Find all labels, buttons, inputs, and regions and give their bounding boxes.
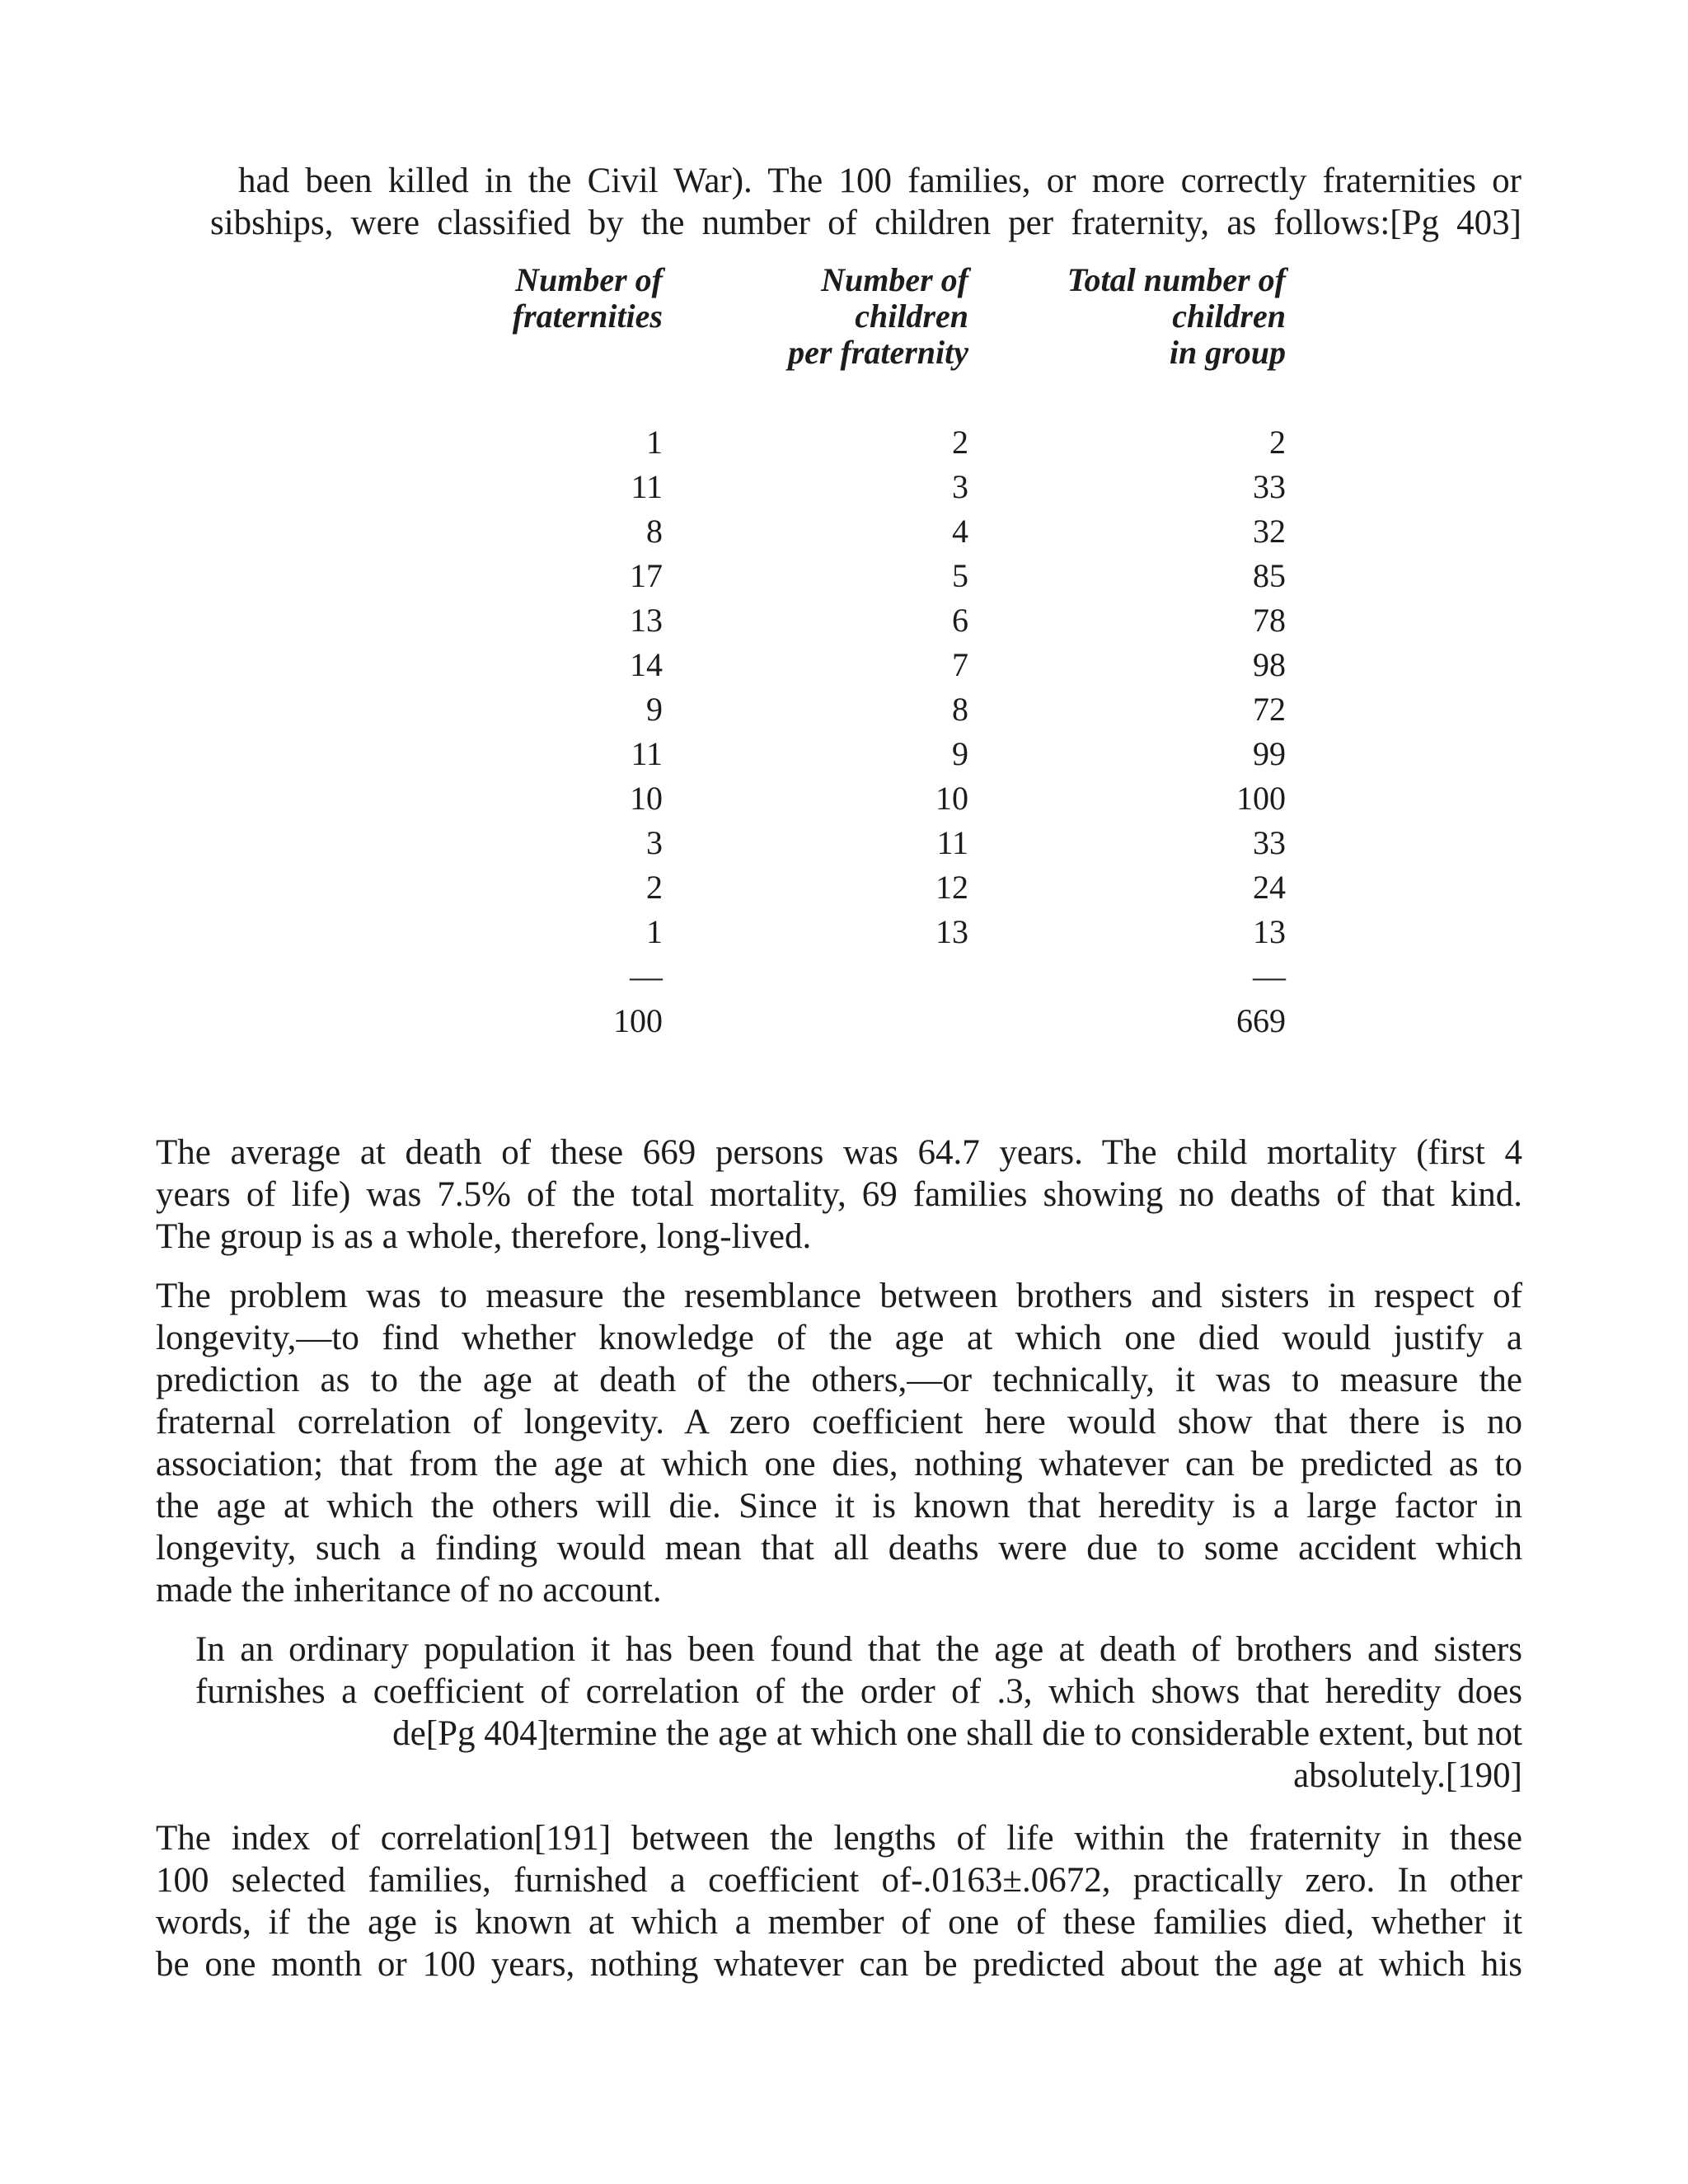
total-children: 669	[1236, 1002, 1286, 1039]
intro-paragraph	[210, 160, 1522, 244]
table-cell: 2	[952, 424, 968, 461]
header-total-children: Total number of children in group	[1067, 261, 1286, 371]
text-line: The index of correlation[191] between the lengths of life within the fraternity in these	[156, 1819, 1522, 1858]
table-cell: 72	[1253, 691, 1286, 728]
text-line: fraternal correlation of longevity. A zero coefficient here would show that there is no	[156, 1403, 1522, 1441]
table-cell: 11	[631, 735, 663, 772]
table-cell: 14	[630, 646, 663, 683]
table-cell: 13	[935, 913, 968, 950]
paragraph-problem	[156, 1275, 1522, 1611]
text-line: de[Pg 404]termine the age at which one shall die to considerable extent, but not	[392, 1714, 1522, 1753]
column-total-children	[1236, 420, 1286, 1043]
table-cell: 11	[631, 468, 663, 505]
table-cell: 85	[1253, 557, 1286, 594]
table-cell: 2	[1269, 424, 1286, 461]
table-cell: 99	[1253, 735, 1286, 772]
table-cell: 8	[952, 691, 968, 728]
text-line: 100 selected families, furnished a coefficient of-.0163±.0672, practically zero. In other	[156, 1861, 1522, 1900]
table-cell: 10	[935, 780, 968, 817]
table-cell: 6	[952, 602, 968, 639]
table-cell: 9	[646, 691, 663, 728]
table-cell: 17	[630, 557, 663, 594]
text-line: In an ordinary population it has been found that the age at death of brothers and sisters	[195, 1630, 1522, 1669]
text-line: longevity,—to find whether knowledge of the age at which one died would justify a	[156, 1319, 1522, 1357]
table-cell: 7	[952, 646, 968, 683]
text-line: The average at death of these 669 persons was 64.7 years. The child mortality (first 4	[156, 1133, 1522, 1172]
table-cell: 3	[646, 824, 663, 861]
paragraph-average-death	[156, 1132, 1522, 1258]
table-cell: 33	[1253, 824, 1286, 861]
table-rule: —	[630, 958, 663, 995]
text-line: The problem was to measure the resemblance between brothers and sisters in respect of	[156, 1277, 1522, 1315]
table-cell: 3	[952, 468, 968, 505]
table-cell: 4	[952, 513, 968, 550]
text-line: The group is as a whole, therefore, long-lived.	[156, 1217, 812, 1256]
block-quote	[195, 1629, 1522, 1797]
text-line: longevity, such a finding would mean that all deaths were due to some accident which	[156, 1529, 1522, 1568]
text-line: years of life) was 7.5% of the total mortality, 69 families showing no deaths of that kind.	[156, 1175, 1522, 1214]
column-fraternities	[613, 420, 663, 1043]
table-cell: 9	[952, 735, 968, 772]
text-line: words, if the age is known at which a member of one of these families died, whether it	[156, 1903, 1522, 1942]
table-cell: 8	[646, 513, 663, 550]
table-cell: 13	[1253, 913, 1286, 950]
table-cell: 98	[1253, 646, 1286, 683]
table-cell: 1	[646, 424, 663, 461]
table-cell: 2	[646, 869, 663, 906]
table-cell: 100	[1236, 780, 1286, 817]
table-cell: 10	[630, 780, 663, 817]
table-cell: 24	[1253, 869, 1286, 906]
table-cell: 33	[1253, 468, 1286, 505]
header-children-per-fraternity: Number of children per fraternity	[788, 261, 968, 371]
column-children-per-fraternity	[935, 420, 968, 954]
table-cell: 5	[952, 557, 968, 594]
total-fraternities: 100	[613, 1002, 663, 1039]
text-line: absolutely.[190]	[1293, 1756, 1522, 1795]
text-line: made the inheritance of no account.	[156, 1571, 662, 1610]
table-rule: —	[1253, 958, 1286, 995]
table-cell: 1	[646, 913, 663, 950]
text-line: association; that from the age at which one dies, nothing whatever can be predicted as to	[156, 1445, 1522, 1483]
table-cell: 13	[630, 602, 663, 639]
table-cell: 32	[1253, 513, 1286, 550]
text-line: the age at which the others will die. Since it is known that heredity is a large factor in	[156, 1487, 1522, 1526]
text-line: prediction as to the age at death of the others,—or technically, it was to measure the	[156, 1361, 1522, 1399]
text-line: furnishes a coefficient of correlation of the order of .3, which shows that heredity does	[195, 1672, 1522, 1711]
text-line: sibships, were classified by the number of children per fraternity, as follows:[Pg 403]	[210, 204, 1522, 242]
text-line: be one month or 100 years, nothing whatever can be predicted about the age at which his	[156, 1945, 1522, 1984]
paragraph-index-of-correlation	[156, 1817, 1522, 1985]
text-line: had been killed in the Civil War). The 100 families, or more correctly fraternities or	[238, 162, 1522, 200]
table-cell: 78	[1253, 602, 1286, 639]
table-cell: 12	[935, 869, 968, 906]
header-number-of-fraternities: Number of fraternities	[512, 261, 663, 335]
table-cell: 11	[936, 824, 968, 861]
